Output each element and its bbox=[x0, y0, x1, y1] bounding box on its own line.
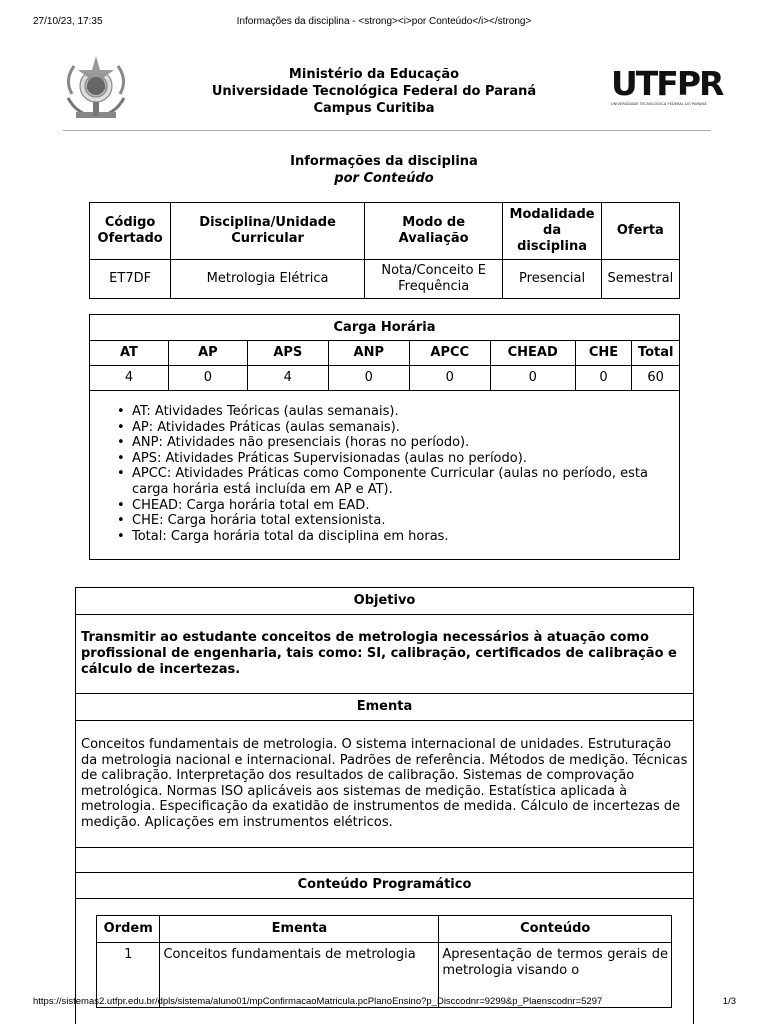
legend-item: • ANP: Atividades não presenciais (horas no período). bbox=[114, 435, 674, 451]
header-at: AT bbox=[90, 341, 169, 366]
legend-item: • APS: Atividades Práticas Supervisionadas (aulas no período). bbox=[114, 451, 674, 467]
header-apcc: APCC bbox=[409, 341, 490, 366]
carga-horaria-title: Carga Horária bbox=[90, 315, 680, 341]
legend-item: • APCC: Atividades Práticas como Componente Curricular (aulas no período, esta carga horária está incluída em AP e AT). bbox=[114, 466, 674, 497]
cell-modalidade: Presencial bbox=[503, 260, 601, 299]
value-total: 60 bbox=[632, 366, 680, 391]
cell-oferta: Semestral bbox=[601, 260, 679, 299]
info-title-sub: por Conteúdo bbox=[334, 171, 434, 186]
carga-horaria-table bbox=[89, 314, 680, 391]
info-title-main: Informações da disciplina bbox=[290, 154, 478, 169]
value-che: 0 bbox=[575, 366, 632, 391]
header-disciplina: Disciplina/Unidade Curricular bbox=[171, 203, 365, 260]
header-ap: AP bbox=[168, 341, 247, 366]
header-ordem: Ordem bbox=[97, 916, 160, 943]
header-chead: CHEAD bbox=[490, 341, 575, 366]
header-modo-avaliacao: Modo de Avaliação bbox=[364, 203, 502, 260]
legend-item: • CHE: Carga horária total extensionista. bbox=[114, 513, 674, 529]
utfpr-logo bbox=[611, 64, 723, 107]
header-total: Total bbox=[632, 341, 680, 366]
print-footer bbox=[0, 996, 768, 1010]
carga-horaria-legend bbox=[114, 404, 674, 544]
institution-header bbox=[150, 66, 598, 117]
value-anp: 0 bbox=[328, 366, 409, 391]
discipline-table bbox=[89, 202, 680, 299]
discipline-data-row bbox=[90, 260, 680, 299]
logo-mark: UTFPR bbox=[611, 64, 723, 103]
carga-horaria-title-row bbox=[90, 315, 680, 341]
logo-subtext: UNIVERSIDADE TECNOLÓGICA FEDERAL DO PARANÁ bbox=[611, 102, 707, 106]
value-apcc: 0 bbox=[409, 366, 490, 391]
cell-ementa: Conceitos fundamentais de metrologia bbox=[160, 943, 439, 1008]
conteudo-programatico-table bbox=[96, 915, 672, 1008]
campus-name: Campus Curitiba bbox=[313, 101, 435, 116]
ementa-text: Conceitos fundamentais de metrologia. O sistema internacional de unidades. Estruturação da metrologia nacional e internacional. Padrões de referência. Métodos de medição. Técnicas de calibração. Interpretação dos resultados de calibração. Sistemas de comprovação metrológica. Normas ISO aplicáveis aos sistemas de medição. Estatística aplicada à metrologia. Especificação da exatidão de instrumentos de medida. Cálculo de incertezas de medição. Aplicações em instrumentos elétricos. bbox=[81, 737, 688, 830]
value-aps: 4 bbox=[247, 366, 328, 391]
value-ap: 0 bbox=[168, 366, 247, 391]
legend-item: • AP: Atividades Práticas (aulas semanais). bbox=[114, 420, 674, 436]
header-aps: APS bbox=[247, 341, 328, 366]
conteudo-programatico-title: Conteúdo Programático bbox=[76, 872, 693, 899]
carga-horaria-header-row bbox=[90, 341, 680, 366]
coat-of-arms-icon bbox=[58, 50, 134, 126]
header-oferta: Oferta bbox=[601, 203, 679, 260]
header-divider bbox=[63, 130, 711, 131]
cell-modo-avaliacao: Nota/Conceito E Frequência bbox=[364, 260, 502, 299]
header-che: CHE bbox=[575, 341, 632, 366]
cell-codigo: ET7DF bbox=[90, 260, 171, 299]
discipline-header-row bbox=[90, 203, 680, 260]
header-modalidade: Modalidade da disciplina bbox=[503, 203, 601, 260]
legend-item: • CHEAD: Carga horária total em EAD. bbox=[114, 498, 674, 514]
print-document-title: Informações da disciplina - <strong><i>por Conteúdo</i></strong> bbox=[236, 16, 532, 27]
ministry-name: Ministério da Educação bbox=[288, 67, 460, 82]
legend-item: • Total: Carga horária total da disciplina em horas. bbox=[114, 529, 674, 545]
empty-divider-row bbox=[76, 847, 693, 873]
objetivo-title: Objetivo bbox=[76, 588, 693, 615]
legend-item: • AT: Atividades Teóricas (aulas semanais). bbox=[114, 404, 674, 420]
info-title bbox=[150, 153, 618, 187]
conteudo-header-row bbox=[97, 916, 672, 943]
objetivo-text: Transmitir ao estudante conceitos de metrologia necessários à atuação como profissional de engenharia, tais como: SI, calibração, certificados de calibração e cálculo de incertezas. bbox=[81, 630, 677, 677]
cell-ordem: 1 bbox=[97, 943, 160, 1008]
header-ementa: Ementa bbox=[160, 916, 439, 943]
header-conteudo: Conteúdo bbox=[439, 916, 672, 943]
ementa-title: Ementa bbox=[76, 693, 693, 721]
carga-horaria-value-row bbox=[90, 366, 680, 391]
print-header bbox=[0, 16, 768, 30]
print-datetime: 27/10/23, 17:35 bbox=[33, 16, 103, 27]
cell-conteudo: Apresentação de termos gerais de metrologia visando o bbox=[439, 943, 672, 1008]
print-page-indicator: 1/3 bbox=[722, 996, 736, 1007]
cell-disciplina: Metrologia Elétrica bbox=[171, 260, 365, 299]
university-name: Universidade Tecnológica Federal do Paraná bbox=[211, 84, 537, 99]
header-codigo: Código Ofertado bbox=[90, 203, 171, 260]
print-url: https://sistemas2.utfpr.edu.br/dpls/sistema/aluno01/mpConfirmacaoMatricula.pcPlanoEnsino?p_Disccodnr=9299&p_Plaenscodnr=5297 bbox=[33, 996, 603, 1007]
header-anp: ANP bbox=[328, 341, 409, 366]
value-at: 4 bbox=[90, 366, 169, 391]
value-chead: 0 bbox=[490, 366, 575, 391]
